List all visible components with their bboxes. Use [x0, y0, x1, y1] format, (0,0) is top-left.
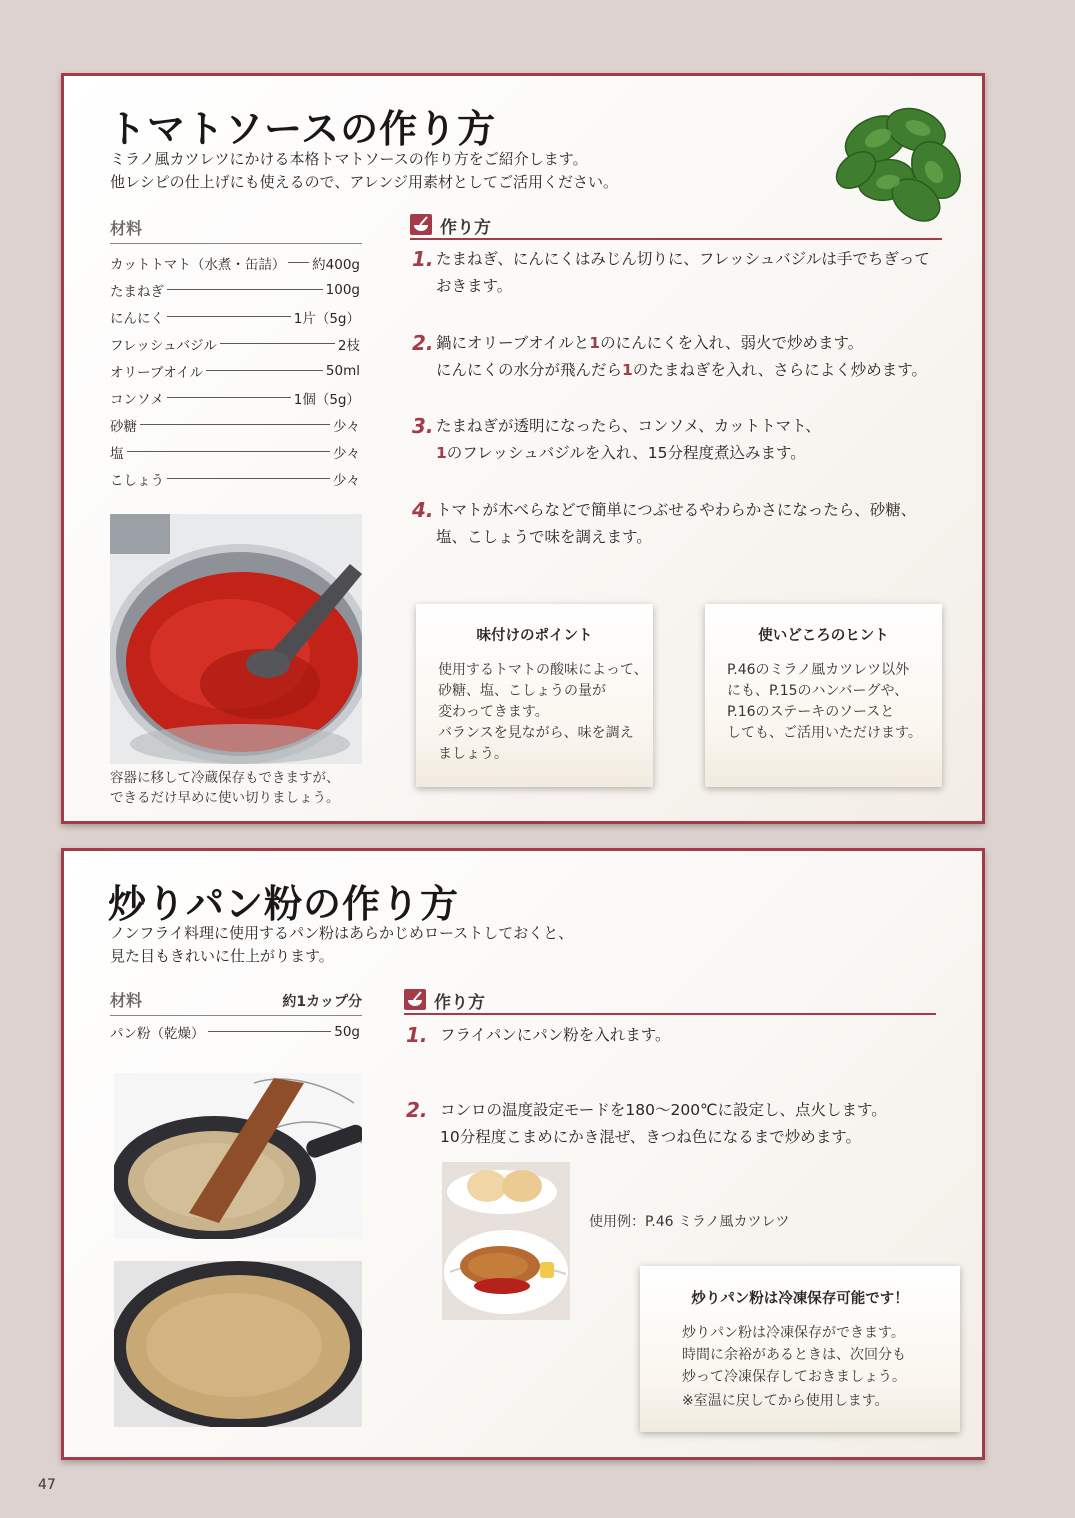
tip-line: P.46のミラノ風カツレツ以外 — [727, 662, 910, 678]
ingredient-name: パン粉（乾燥） — [110, 1025, 205, 1042]
leader-line — [167, 316, 291, 317]
ingredient-name: こしょう — [110, 472, 164, 489]
tomato-ingredients-heading — [110, 216, 362, 244]
tip-line: 使用するトマトの酸味によって、 — [438, 662, 648, 678]
step-number: 2. — [412, 331, 434, 355]
tip-line: ※室温に戻してから使用します。 — [682, 1393, 889, 1409]
tip-line: 時間に余裕があるときは、次回分も — [682, 1347, 906, 1363]
step-text — [436, 246, 930, 300]
leader-line — [140, 424, 330, 425]
tip-line: 変わってきます。 — [438, 704, 549, 720]
tip-title: 炒りパン粉は冷凍保存可能です！ — [691, 1291, 909, 1307]
leader-line — [167, 289, 323, 290]
ingredient-amount: 少々 — [333, 472, 360, 489]
page-number: 47 — [38, 1477, 56, 1493]
ingredient-row — [110, 276, 360, 303]
ingredient-row — [110, 384, 360, 411]
tomato-step-2 — [412, 330, 927, 384]
intro-line: ミラノ風カツレツにかける本格トマトソースの作り方をご紹介します。 — [110, 150, 588, 168]
step-line: おきます。 — [436, 277, 513, 295]
pan-stirring-image — [114, 1073, 362, 1239]
step-segment: 鍋にオリーブオイルと — [436, 334, 590, 352]
ingredient-row — [110, 330, 360, 357]
step-line: トマトが木べらなどで簡単につぶせるやわらかさになったら、砂糖、 — [436, 501, 917, 519]
ingredient-name: にんにく — [110, 310, 164, 327]
basil-image — [816, 90, 976, 230]
step-line: 塩、こしょうで味を調えます。 — [436, 528, 652, 546]
step-text — [440, 1022, 671, 1049]
step-segment: のフレッシュバジルを入れ、15分程度煮込みます。 — [446, 444, 806, 462]
step-number: 2. — [406, 1098, 428, 1122]
step-line — [436, 330, 927, 357]
tip-line: しても、ご活用いただけます。 — [727, 725, 922, 741]
ingredient-amount: 100g — [325, 281, 360, 298]
intro-line: 他レシピの仕上げにも使えるので、アレンジ用素材としてご活用ください。 — [110, 173, 618, 191]
tip-line: ましょう。 — [438, 746, 508, 762]
tip-title: 使いどころのヒント — [758, 628, 889, 644]
ingredient-name: 塩 — [110, 445, 124, 462]
ingredient-amount: 少々 — [333, 418, 360, 435]
tomato-sauce-pot-image — [110, 514, 362, 764]
step-number: 1. — [406, 1023, 428, 1047]
ingredient-name: フレッシュバジル — [110, 337, 217, 354]
cutlet-dish-image — [442, 1162, 570, 1320]
step-text — [436, 330, 927, 384]
leader-line — [220, 343, 335, 344]
ingredient-name: 砂糖 — [110, 418, 137, 435]
ingredient-amount: 約400g — [312, 256, 360, 273]
step-text — [440, 1097, 887, 1151]
tip-line: 砂糖、塩、こしょうの量が — [438, 683, 606, 699]
ingredient-name: カットトマト（水煮・缶詰） — [110, 256, 286, 273]
ingredient-row — [110, 465, 360, 492]
bowl-whisk-icon — [410, 214, 432, 235]
ingredient-row — [110, 438, 360, 465]
intro-line: ノンフライ料理に使用するパン粉はあらかじめローストしておくと、 — [110, 924, 574, 942]
panko-step-1 — [406, 1022, 671, 1049]
method-title: 作り方 — [440, 218, 491, 238]
panko-ingredients-heading — [110, 988, 362, 1016]
ingredient-row — [110, 357, 360, 384]
tomato-ingredients-list — [110, 249, 360, 492]
tomato-sauce-card — [61, 73, 985, 824]
tip-line: バランスを見ながら、味を調え — [438, 725, 634, 741]
leader-line — [167, 397, 291, 398]
panko-ingredients-list — [110, 1018, 360, 1045]
leader-line — [167, 478, 330, 479]
step-line — [436, 357, 927, 384]
step-text — [436, 413, 821, 467]
tip-body — [682, 1322, 906, 1412]
leader-line — [127, 451, 331, 452]
step-ref-number: 1 — [436, 444, 447, 462]
intro-line: 見た目もきれいに仕上がります。 — [110, 947, 334, 965]
tomato-caption — [110, 768, 340, 808]
roasted-panko-card — [61, 848, 985, 1460]
panko-step-2 — [406, 1097, 887, 1151]
ingredient-row — [110, 303, 360, 330]
caption-line: 容器に移して冷蔵保存もできますが、 — [110, 770, 340, 786]
ingredient-amount: 2枝 — [337, 337, 360, 354]
ingredient-row — [110, 411, 360, 438]
seasoning-tip-box — [416, 604, 653, 787]
ingredient-name: たまねぎ — [110, 283, 164, 300]
leader-line — [288, 262, 309, 263]
step-line: 10分程度こまめにかき混ぜ、きつね色になるまで炒めます。 — [440, 1128, 862, 1146]
ingredient-amount: 少々 — [333, 445, 360, 462]
ingredient-amount: 50g — [334, 1023, 360, 1040]
bowl-whisk-icon — [404, 989, 426, 1010]
tip-body — [438, 660, 648, 765]
tomato-title: トマトソースの作り方 — [108, 107, 497, 151]
ingredient-name: コンソメ — [110, 391, 164, 408]
step-ref-number: 1 — [622, 361, 633, 379]
caption-line: できるだけ早めに使い切りましょう。 — [110, 790, 340, 806]
usage-hint-box — [705, 604, 942, 787]
ingredients-heading-label: 材料 — [110, 991, 143, 1010]
step-segment: のたまねぎを入れ、さらによく炒めます。 — [632, 361, 928, 379]
step-number: 4. — [412, 498, 434, 522]
tomato-step-1 — [412, 246, 930, 300]
step-ref-number: 1 — [589, 334, 601, 352]
roasted-panko-image — [114, 1261, 362, 1427]
freezer-storage-tip-box — [640, 1266, 960, 1432]
tip-title: 味付けのポイント — [476, 628, 593, 644]
tip-body — [727, 660, 922, 744]
tomato-method-heading — [410, 213, 942, 240]
panko-method-heading — [404, 988, 936, 1015]
panko-title: 炒りパン粉の作り方 — [108, 882, 460, 926]
tip-line: にも、P.15のハンバーグや、 — [727, 683, 909, 699]
step-line: たまねぎ、にんにくはみじん切りに、フレッシュバジルは手でちぎって — [436, 250, 930, 268]
ingredients-heading-label: 材料 — [110, 219, 143, 238]
step-segment: にんにくの水分が飛んだら — [436, 361, 623, 379]
step-line — [436, 440, 821, 467]
step-segment: のにんにくを入れ、弱火で炒めます。 — [600, 334, 864, 352]
tip-line: 炒って冷凍保存しておきましょう。 — [682, 1369, 906, 1385]
usage-example-label: 使用例：P.46 ミラノ風カツレツ — [589, 1214, 790, 1230]
yield-label: 約1カップ分 — [282, 994, 362, 1010]
tomato-step-4 — [412, 497, 916, 551]
ingredient-name: オリーブオイル — [110, 364, 204, 381]
tip-line: 炒りパン粉は冷凍保存ができます。 — [682, 1325, 905, 1341]
step-number: 1. — [412, 247, 434, 271]
ingredient-row — [110, 1018, 360, 1045]
step-text — [436, 497, 916, 551]
step-line: フライパンにパン粉を入れます。 — [440, 1026, 671, 1044]
step-line: コンロの温度設定モードを180～200℃に設定し、点火します。 — [440, 1101, 887, 1119]
step-number: 3. — [412, 414, 434, 438]
tomato-step-3 — [412, 413, 821, 467]
step-line: たまねぎが透明になったら、コンソメ、カットトマト、 — [436, 417, 821, 435]
method-title: 作り方 — [434, 993, 485, 1013]
panko-intro — [110, 922, 573, 968]
tip-line: P.16のステーキのソースと — [727, 704, 895, 720]
leader-line — [206, 370, 323, 371]
ingredient-amount: 50ml — [325, 362, 360, 379]
tomato-intro — [110, 148, 618, 194]
leader-line — [208, 1031, 332, 1032]
ingredient-row — [110, 249, 360, 276]
ingredient-amount: 1片（5g） — [293, 310, 360, 327]
ingredient-amount: 1個（5g） — [293, 391, 360, 408]
